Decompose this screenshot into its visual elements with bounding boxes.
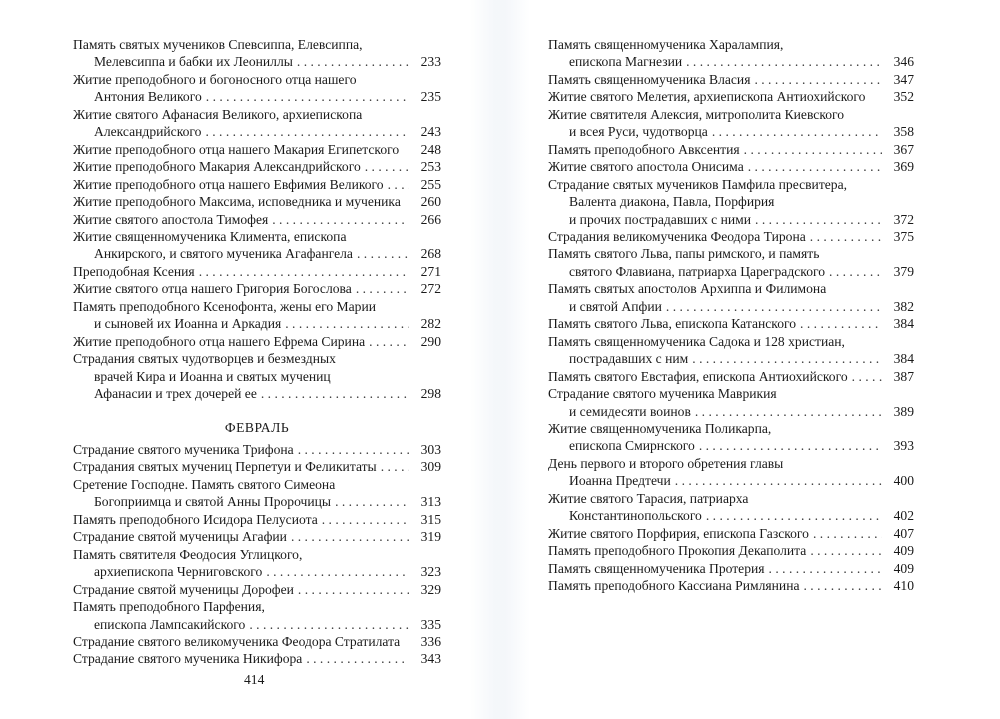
toc-entry-line: [73, 476, 441, 493]
toc-page-number: 347: [893, 71, 914, 87]
toc-entry-title: Житие священномученика Климента, епископа: [73, 228, 347, 244]
toc-entry: [73, 528, 441, 545]
toc-entry-title: врачей Кира и Иоанна и святых мучениц: [94, 368, 331, 384]
toc-entry-line: [548, 507, 914, 524]
toc-entry-title: Память преподобного Авксентия: [548, 141, 740, 157]
toc-leader-dots: [748, 158, 882, 175]
toc-entry-title: Житие святого Порфирия, епископа Газского: [548, 525, 809, 541]
toc-leader-dots: [744, 141, 882, 158]
toc-entry-line: [73, 528, 441, 545]
toc-entry-line: [73, 650, 441, 667]
toc-entry-title: и семидесяти воинов: [569, 403, 691, 419]
toc-entry-title: епископа Лампсакийского: [94, 616, 246, 632]
toc-entry-line: [73, 333, 441, 350]
toc-leader-dots: [675, 472, 882, 489]
toc-leader-dots: [335, 493, 409, 510]
toc-leader-dots: [813, 525, 882, 542]
toc-page-number: 266: [420, 211, 441, 227]
toc-entry: [548, 141, 914, 158]
toc-entry-line: [548, 577, 914, 594]
toc-leader-dots: [699, 437, 882, 454]
toc-leader-dots: [306, 650, 409, 667]
toc-entry-title: Житие преподобного и богоносного отца нашего: [73, 71, 357, 87]
toc-entry-title: Житие святого апостола Онисима: [548, 159, 744, 175]
toc-page-number: 409: [893, 543, 914, 559]
toc-leader-dots: [692, 350, 882, 367]
toc-entry-line: [548, 228, 914, 245]
toc-leader-dots: [285, 315, 409, 332]
toc-entry-line: [548, 350, 914, 367]
toc-entry-title: святого Флавиана, патриарха Цареградского: [569, 263, 826, 279]
toc-entry-title: Антония Великого: [94, 89, 202, 105]
toc-page-number: 272: [420, 281, 441, 297]
toc-leader-dots: [804, 577, 883, 594]
toc-entry-line: [548, 455, 914, 472]
toc-page-number: 235: [420, 89, 441, 105]
toc-page-number: 298: [420, 386, 441, 402]
toc-entry-title: Память священномученика Власия: [548, 71, 751, 87]
toc-entry-line: [548, 280, 914, 297]
toc-entry-line: [548, 333, 914, 350]
toc-entry-line: [548, 560, 914, 577]
toc-entry: [73, 106, 441, 141]
toc-page-number: 400: [893, 473, 914, 489]
toc-entry-title: Память святых мучеников Спевсиппа, Елевсиппа,: [73, 37, 363, 52]
toc-entry: [548, 385, 914, 420]
toc-entry: [73, 581, 441, 598]
section-heading-february: ФЕВРАЛЬ: [224, 419, 290, 435]
toc-entry-line: [548, 420, 914, 437]
book-gutter: [470, 0, 530, 719]
toc-entry: [73, 211, 441, 228]
toc-entry-title: Валента диакона, Павла, Порфирия: [569, 194, 775, 210]
toc-entry: [548, 525, 914, 542]
toc-entry: [548, 88, 914, 105]
toc-entry-title: епископа Смирнского: [569, 438, 695, 454]
toc-entry-title: Страдание святого мученика Маврикия: [548, 386, 777, 402]
toc-page-number: 248: [420, 141, 441, 157]
toc-page-number: 384: [893, 351, 914, 367]
toc-page-number: 329: [420, 581, 441, 597]
toc-page-number: 268: [420, 246, 441, 262]
toc-entry-title: Афанасии и трех дочерей ее: [94, 386, 257, 402]
toc-leader-dots: [706, 507, 882, 524]
toc-entry-line: [548, 88, 914, 105]
toc-entry-title: Житие преподобного Максима, исповедника и мученика: [73, 194, 401, 210]
toc-entry-title: Житие преподобного Макария Александрийского: [73, 159, 361, 175]
toc-page-number: 313: [420, 494, 441, 510]
toc-leader-dots: [769, 560, 882, 577]
toc-entry-title: Житие святого Тарасия, патриарха: [548, 490, 749, 506]
toc-leader-dots: [800, 315, 882, 332]
toc-entry-line: [73, 245, 441, 262]
toc-entry-title: и прочих пострадавших с ними: [569, 211, 752, 227]
toc-entry-line: [73, 228, 441, 245]
toc-entry: [73, 280, 441, 297]
toc-entry-title: Страдания святых мучениц Перпетуи и Феликитаты: [73, 459, 377, 475]
toc-leader-dots: [272, 211, 409, 228]
toc-list-february: [73, 441, 441, 668]
toc-entry-title: Память священномученика Протерия: [548, 560, 765, 576]
toc-page-number: 309: [420, 459, 441, 475]
toc-entry-line: [548, 211, 914, 228]
toc-entry-line: [548, 385, 914, 402]
toc-leader-dots: [686, 53, 882, 70]
toc-entry: [73, 598, 441, 633]
toc-entry-title: Память святого Льва, епископа Катанского: [548, 316, 797, 332]
toc-page-number: 271: [420, 263, 441, 279]
toc-page-number: 233: [420, 54, 441, 70]
toc-entry-title: Житие преподобного отца нашего Евфимия Великого: [73, 176, 384, 192]
toc-entry-line: [548, 53, 914, 70]
toc-entry: [548, 71, 914, 88]
toc-entry-title: Память священномученика Садока и 128 христиан,: [548, 333, 845, 349]
toc-entry: [73, 141, 441, 158]
left-page: [73, 36, 441, 668]
toc-leader-dots: [205, 123, 409, 140]
toc-entry-line: [73, 598, 441, 615]
toc-entry-title: Страдания святых чудотворцев и безмездных: [73, 351, 336, 367]
toc-entry-line: [548, 36, 914, 53]
toc-entry: [73, 546, 441, 581]
toc-entry: [73, 176, 441, 193]
right-page: [548, 36, 914, 595]
toc-entry-title: Страдание святой мученицы Агафии: [73, 529, 287, 545]
toc-entry: [73, 36, 441, 71]
toc-entry: [73, 71, 441, 106]
toc-entry: [548, 577, 914, 594]
toc-entry-line: [73, 315, 441, 332]
toc-entry-title: Память священномученика Харалампия,: [548, 37, 784, 52]
toc-entry: [548, 36, 914, 71]
toc-list-february-continued: [548, 36, 914, 595]
toc-entry-title: Сретение Господне. Память святого Симеона: [73, 476, 336, 492]
toc-page-number: 384: [893, 316, 914, 332]
toc-entry-line: [73, 141, 441, 158]
toc-entry: [73, 633, 441, 650]
toc-entry-line: [73, 493, 441, 510]
toc-entry-line: [548, 315, 914, 332]
toc-entry: [548, 333, 914, 368]
toc-entry-line: [73, 368, 441, 385]
toc-entry-title: День первого и второго обретения главы: [548, 455, 784, 471]
toc-entry-title: Преподобная Ксения: [73, 263, 195, 279]
toc-page-number: 407: [893, 525, 914, 541]
toc-entry-line: [548, 472, 914, 489]
toc-leader-dots: [365, 158, 409, 175]
toc-entry-line: [73, 385, 441, 402]
toc-entry-title: и святой Апфии: [569, 298, 662, 314]
toc-entry-title: Житие священномученика Поликарпа,: [548, 420, 772, 436]
toc-entry: [73, 441, 441, 458]
toc-leader-dots: [298, 581, 409, 598]
toc-entry-title: Память преподобного Кассиана Римлянина: [548, 578, 800, 594]
toc-leader-dots: [852, 368, 882, 385]
toc-page-number: 409: [893, 560, 914, 576]
toc-entry-title: Житие преподобного отца нашего Макария Египетского: [73, 141, 400, 157]
toc-leader-dots: [199, 263, 409, 280]
toc-entry-title: Память святителя Феодосия Углицкого,: [73, 546, 303, 562]
toc-entry-line: [73, 193, 441, 210]
toc-entry-line: [548, 141, 914, 158]
toc-entry-title: Житие святого Мелетия, архиепископа Антиохийского: [548, 89, 866, 105]
toc-entry: [73, 228, 441, 263]
toc-leader-dots: [810, 228, 882, 245]
toc-entry-line: [73, 53, 441, 70]
toc-page-number: 393: [893, 438, 914, 454]
toc-entry-title: епископа Магнезии: [569, 54, 683, 70]
toc-leader-dots: [712, 123, 882, 140]
toc-page-number: 410: [893, 578, 914, 594]
toc-page-number: 243: [420, 124, 441, 140]
toc-entry-line: [73, 546, 441, 563]
toc-page-number: 367: [893, 141, 914, 157]
toc-entry: [548, 490, 914, 525]
toc-entry-line: [73, 298, 441, 315]
toc-entry-title: Память святого Евстафия, епископа Антиохийского: [548, 368, 848, 384]
toc-entry-title: Иоанна Предтечи: [569, 473, 671, 489]
toc-entry: [548, 542, 914, 559]
toc-page-number: 382: [893, 298, 914, 314]
toc-leader-dots: [322, 511, 409, 528]
toc-entry-line: [548, 490, 914, 507]
toc-entry-line: [73, 458, 441, 475]
toc-entry: [548, 158, 914, 175]
toc-entry-line: [548, 263, 914, 280]
toc-entry-line: [73, 158, 441, 175]
toc-entry-line: [548, 245, 914, 262]
toc-list-january: [73, 36, 441, 403]
toc-entry: [548, 455, 914, 490]
toc-entry-line: [73, 633, 441, 650]
toc-entry-title: Страдание святого мученика Трифона: [73, 441, 294, 457]
toc-entry: [548, 228, 914, 245]
toc-page-number: 379: [893, 263, 914, 279]
toc-page-number: 387: [893, 368, 914, 384]
toc-leader-dots: [249, 616, 409, 633]
toc-page-number: 335: [420, 616, 441, 632]
toc-entry-title: Память преподобного Исидора Пелусиота: [73, 511, 318, 527]
toc-entry-title: Константинопольского: [569, 508, 702, 524]
toc-leader-dots: [695, 403, 882, 420]
toc-entry-line: [73, 616, 441, 633]
toc-entry-line: [548, 368, 914, 385]
toc-page-number: 375: [893, 228, 914, 244]
toc-entry-line: [73, 36, 441, 53]
toc-entry: [548, 368, 914, 385]
toc-entry-line: [548, 298, 914, 315]
toc-entry-line: [73, 563, 441, 580]
page-number-folio: 414: [244, 672, 265, 687]
toc-entry-title: Память святых апостолов Архиппа и Филимона: [548, 281, 827, 297]
toc-entry-title: Страдания великомученика Феодора Тирона: [548, 228, 806, 244]
toc-entry: [73, 263, 441, 280]
toc-entry: [548, 315, 914, 332]
toc-entry: [73, 511, 441, 528]
toc-page-number: 402: [893, 508, 914, 524]
toc-entry: [73, 650, 441, 667]
toc-entry-line: [73, 88, 441, 105]
toc-page-number: 323: [420, 564, 441, 580]
toc-page-number: 336: [420, 633, 441, 649]
toc-entry: [548, 106, 914, 141]
toc-entry-line: [73, 176, 441, 193]
toc-entry-line: [548, 542, 914, 559]
toc-entry-line: [73, 441, 441, 458]
toc-entry-line: [73, 123, 441, 140]
toc-entry-title: архиепископа Черниговского: [94, 564, 263, 580]
toc-entry-title: Житие святого отца нашего Григория Богослова: [73, 281, 352, 297]
toc-page-number: 352: [893, 89, 914, 105]
toc-entry: [73, 476, 441, 511]
toc-entry: [73, 193, 441, 210]
toc-page-number: 303: [420, 441, 441, 457]
toc-entry-title: и всея Руси, чудотворца: [569, 124, 708, 140]
toc-leader-dots: [297, 53, 409, 70]
toc-entry-line: [548, 437, 914, 454]
toc-leader-dots: [388, 176, 409, 193]
toc-entry-line: [73, 350, 441, 367]
toc-entry-title: Страдание святой мученицы Дорофеи: [73, 581, 294, 597]
toc-page-number: 372: [893, 211, 914, 227]
toc-entry-line: [548, 176, 914, 193]
toc-entry-line: [548, 403, 914, 420]
toc-leader-dots: [266, 563, 409, 580]
toc-leader-dots: [291, 528, 409, 545]
toc-entry-line: [73, 106, 441, 123]
toc-entry-title: Память преподобного Парфения,: [73, 599, 265, 615]
toc-page-number: 253: [420, 159, 441, 175]
toc-entry-line: [548, 71, 914, 88]
toc-entry: [73, 158, 441, 175]
toc-leader-dots: [356, 280, 409, 297]
toc-entry-title: Житие преподобного отца нашего Ефрема Сирина: [73, 333, 366, 349]
toc-entry-title: Память святого Льва, папы римского, и память: [548, 246, 820, 262]
toc-leader-dots: [810, 542, 882, 559]
toc-entry-line: [73, 280, 441, 297]
toc-entry-title: Житие святого Афанасия Великого, архиепископа: [73, 106, 363, 122]
toc-page-number: 319: [420, 529, 441, 545]
toc-leader-dots: [298, 441, 409, 458]
toc-entry-line: [548, 193, 914, 210]
toc-entry-title: Анкирского, и святого мученика Агафангела: [94, 246, 353, 262]
toc-page-number: 282: [420, 316, 441, 332]
toc-entry-title: Страдание святого великомученика Феодора Стратилата: [73, 633, 401, 649]
toc-page-number: 255: [420, 176, 441, 192]
toc-entry-title: Богоприимца и святой Анны Пророчицы: [94, 494, 332, 510]
toc-page-number: 290: [420, 333, 441, 349]
toc-entry-title: пострадавших с ним: [569, 351, 689, 367]
toc-entry-line: [73, 581, 441, 598]
toc-page-number: 389: [893, 403, 914, 419]
toc-entry-title: Мелевсиппа и бабки их Леониллы: [94, 54, 293, 70]
toc-entry-title: Память преподобного Прокопия Декаполита: [548, 543, 807, 559]
toc-entry-title: Житие святителя Алексия, митрополита Киевского: [548, 106, 845, 122]
toc-entry: [73, 350, 441, 402]
toc-leader-dots: [754, 71, 882, 88]
toc-entry-line: [548, 158, 914, 175]
toc-entry-line: [73, 511, 441, 528]
toc-entry-title: Память преподобного Ксенофонта, жены его Марии: [73, 298, 376, 314]
toc-entry-line: [548, 106, 914, 123]
toc-entry: [548, 280, 914, 315]
toc-page-number: 343: [420, 651, 441, 667]
toc-entry-line: [548, 525, 914, 542]
toc-entry-line: [73, 263, 441, 280]
toc-entry-title: Страдание святых мучеников Памфила пресвитера,: [548, 176, 848, 192]
toc-leader-dots: [206, 88, 409, 105]
toc-page-number: 315: [420, 511, 441, 527]
toc-entry: [548, 420, 914, 455]
toc-entry: [73, 458, 441, 475]
toc-leader-dots: [381, 458, 409, 475]
toc-entry-line: [548, 123, 914, 140]
toc-page-number: 260: [420, 194, 441, 210]
toc-page-number: 369: [893, 159, 914, 175]
toc-entry: [73, 333, 441, 350]
toc-leader-dots: [369, 333, 409, 350]
toc-entry-line: [73, 211, 441, 228]
toc-leader-dots: [829, 263, 882, 280]
toc-entry-title: Страдание святого мученика Никифора: [73, 651, 303, 667]
toc-entry: [548, 176, 914, 228]
toc-entry: [548, 560, 914, 577]
toc-entry-title: Александрийского: [94, 124, 202, 140]
toc-leader-dots: [755, 211, 882, 228]
toc-entry: [548, 245, 914, 280]
toc-entry-line: [73, 71, 441, 88]
toc-page-number: 358: [893, 124, 914, 140]
toc-entry-title: Житие святого апостола Тимофея: [73, 211, 269, 227]
toc-page-number: 346: [893, 54, 914, 70]
toc-leader-dots: [261, 385, 409, 402]
toc-leader-dots: [357, 245, 409, 262]
toc-leader-dots: [666, 298, 882, 315]
toc-entry-title: и сыновей их Иоанна и Аркадия: [94, 316, 282, 332]
toc-entry: [73, 298, 441, 333]
